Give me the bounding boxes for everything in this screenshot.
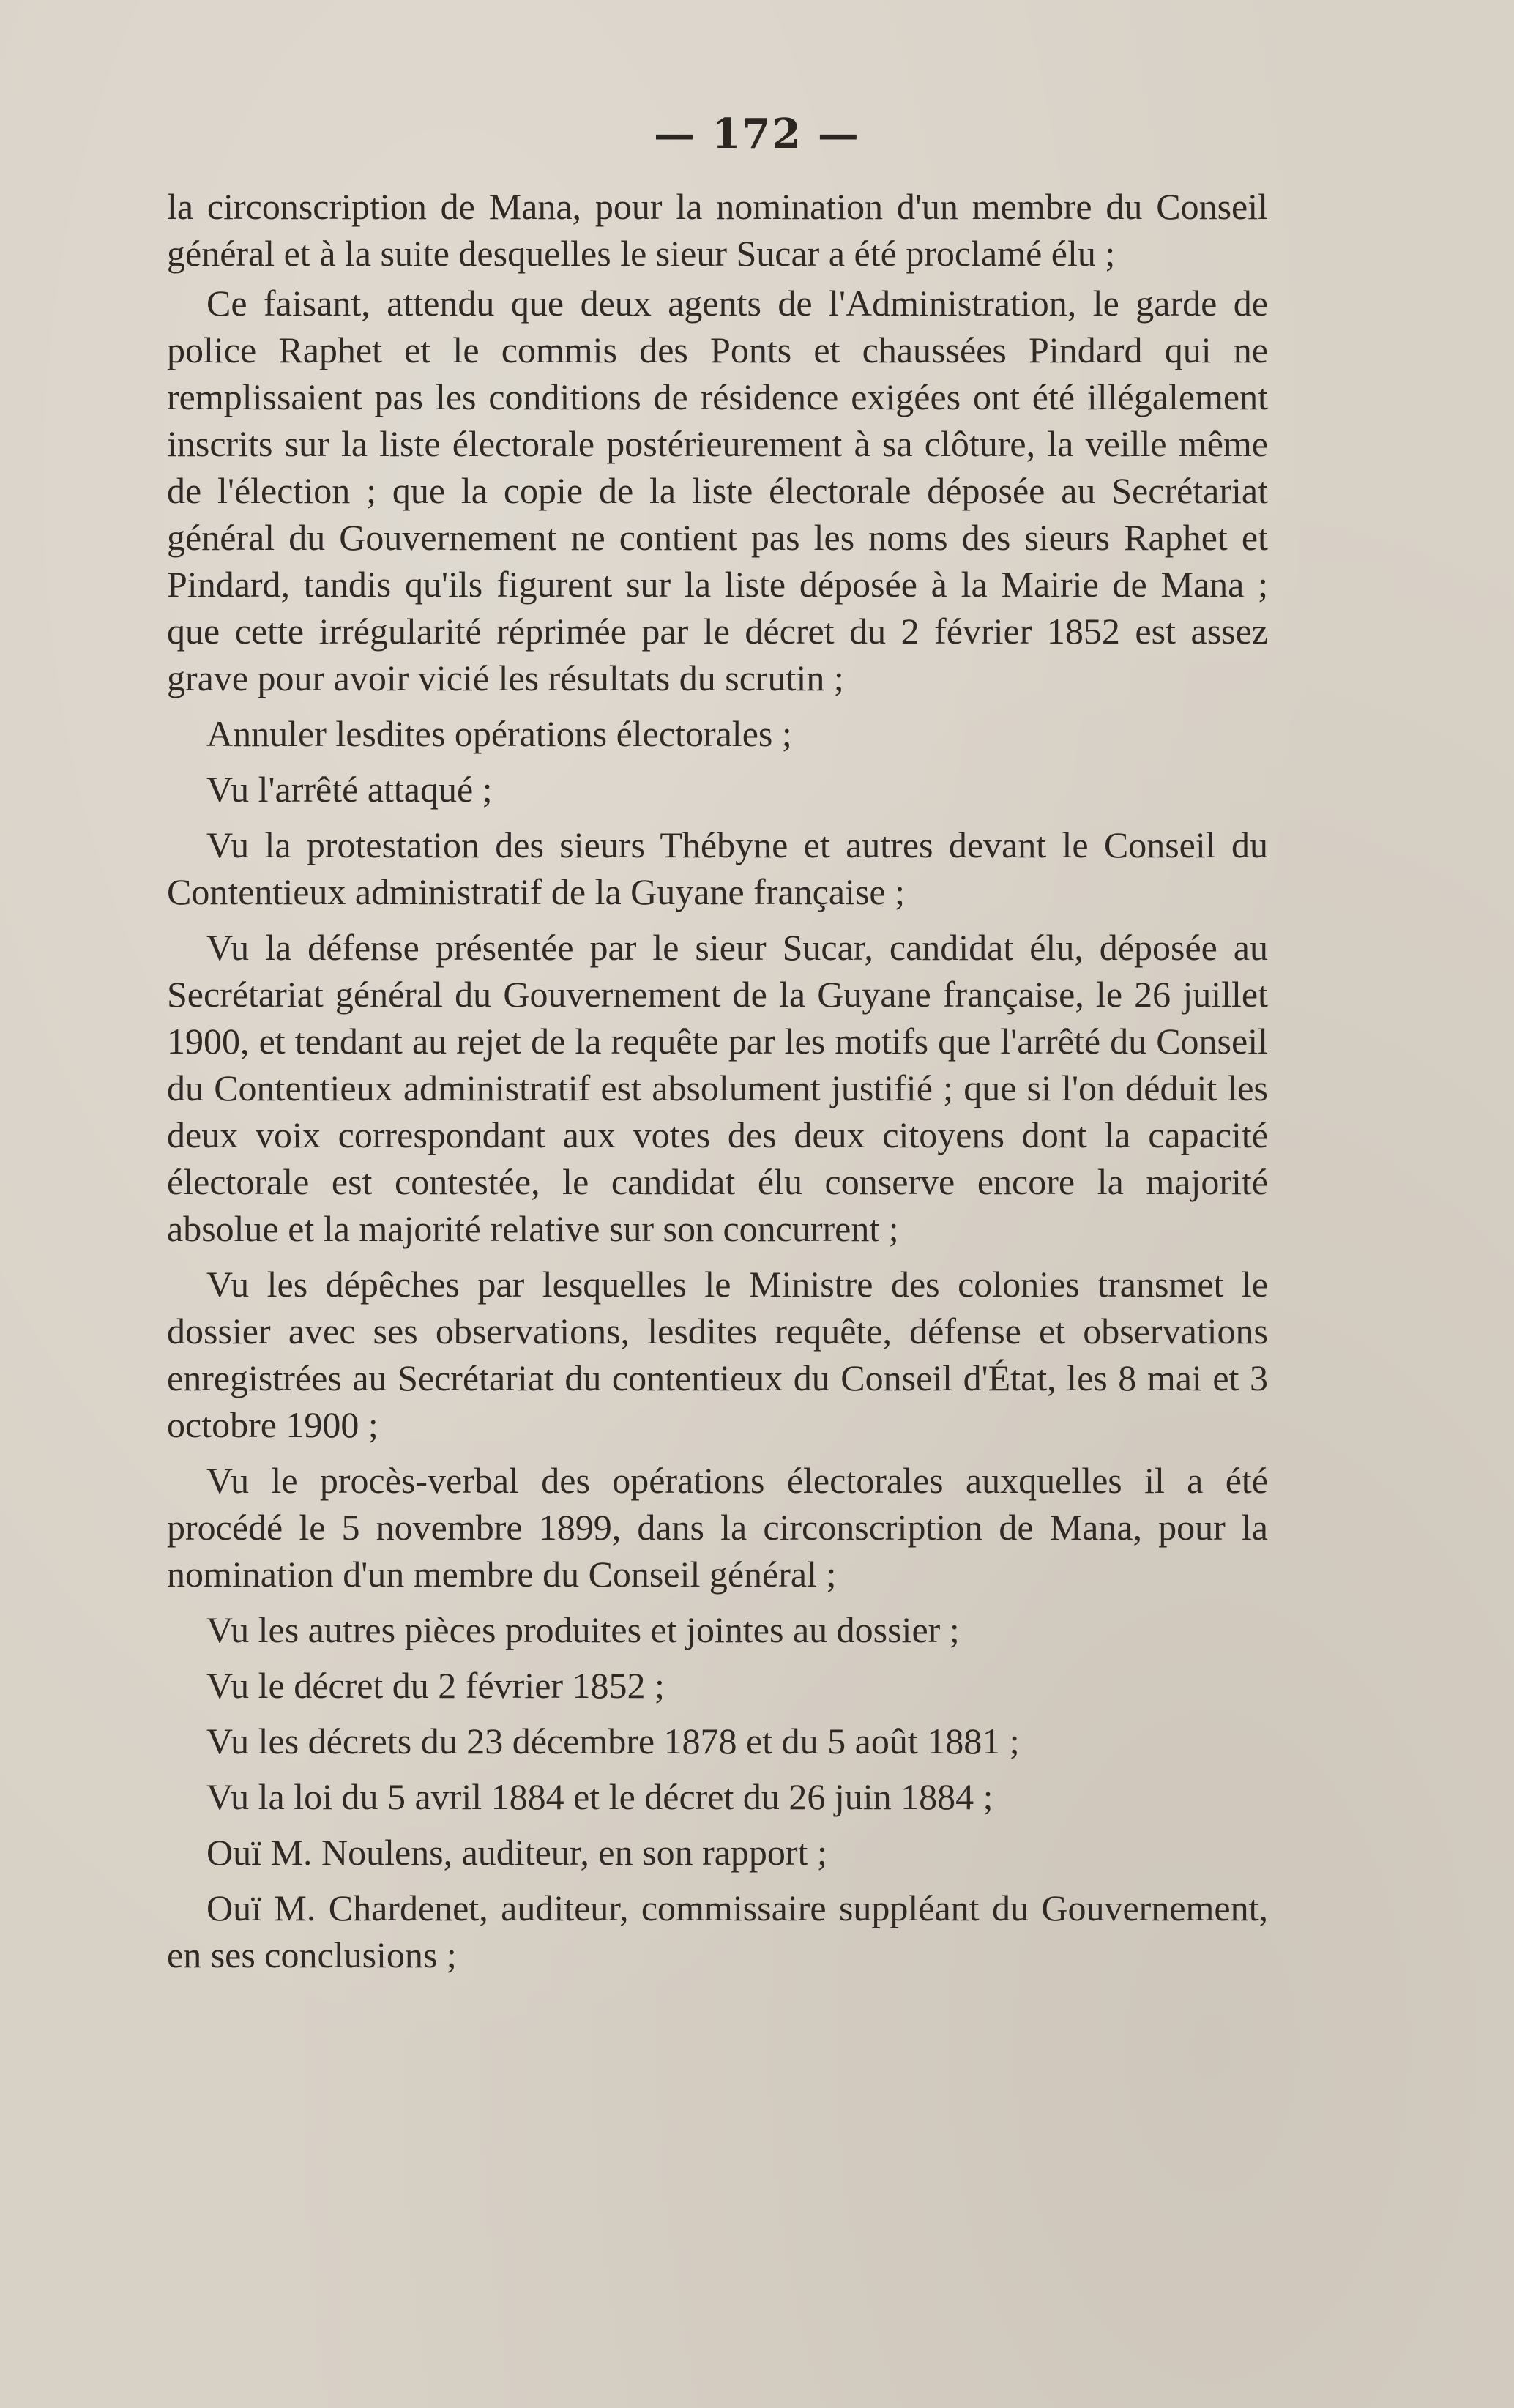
paragraph-12: Vu la loi du 5 avril 1884 et le décret du 26 juin 1884 ; xyxy=(206,1776,993,1817)
paragraph-11: Vu les décrets du 23 décembre 1878 et du 5 août 1881 ; xyxy=(206,1721,1020,1762)
paragraph-1: la circonscription de Mana, pour la nomination d'un membre du Conseil général et à la suite desquelles le sieur Sucar a été proclamé élu ; xyxy=(167,186,1268,274)
body-text xyxy=(167,183,1268,1981)
paragraph-14: Ouï M. Chardenet, auditeur, commissaire suppléant du Gouvernement, en ses conclusions ; xyxy=(167,1887,1268,1975)
paragraph-6: Vu la défense présentée par le sieur Sucar, candidat élu, déposée au Secrétariat général du Gouvernement de la Guyane française, le 26 juillet 1900, et tendant au rejet de la requête par les motifs que l'arrêté du Conseil du Contentieux administratif est absolument justifié ; que si l'on déduit les deux voix correspondant aux votes des deux citoyens dont la capacité électorale est contestée, le candidat élu conserve encore la majorité absolue et la majorité relative sur son concurrent ; xyxy=(167,927,1268,1249)
paragraph-2: Ce faisant, attendu que deux agents de l'Administration, le garde de police Raphet et le commis des Ponts et chaussées Pindard qui ne remplissaient pas les conditions de résidence exigées ont été illégalement inscrits sur la liste électorale postérieurement à sa clôture, la veille même de l'élection ; que la copie de la liste électorale déposée au Secrétariat général du Gouvernement ne contient pas les noms des sieurs Raphet et Pindard, tandis qu'ils figurent sur la liste déposée à la Mairie de Mana ; que cette irrégularité réprimée par le décret du 2 février 1852 est assez grave pour avoir vicié les résultats du scrutin ; xyxy=(167,283,1268,698)
paragraph-10: Vu le décret du 2 février 1852 ; xyxy=(206,1665,665,1706)
page-number: — 172 — xyxy=(654,110,860,158)
paragraph-9: Vu les autres pièces produites et jointes au dossier ; xyxy=(206,1609,960,1650)
paragraph-7: Vu les dépêches par lesquelles le Ministre des colonies transmet le dossier avec ses observations, lesdites requête, défense et observations enregistrées au Secrétariat du contentieux du Conseil d'État, les 8 mai et 3 octobre 1900 ; xyxy=(167,1264,1268,1445)
paragraph-4: Vu l'arrêté attaqué ; xyxy=(206,769,493,810)
paragraph-13: Ouï M. Noulens, auditeur, en son rapport ; xyxy=(206,1832,827,1873)
paragraph-3: Annuler lesdites opérations électorales ; xyxy=(206,713,792,754)
paragraph-8: Vu le procès-verbal des opérations électorales auxquelles il a été procédé le 5 novembre 1899, dans la circonscription de Mana, pour la nomination d'un membre du Conseil général ; xyxy=(167,1460,1268,1595)
paragraph-5: Vu la protestation des sieurs Thébyne et autres devant le Conseil du Contentieux administratif de la Guyane française ; xyxy=(167,824,1268,912)
